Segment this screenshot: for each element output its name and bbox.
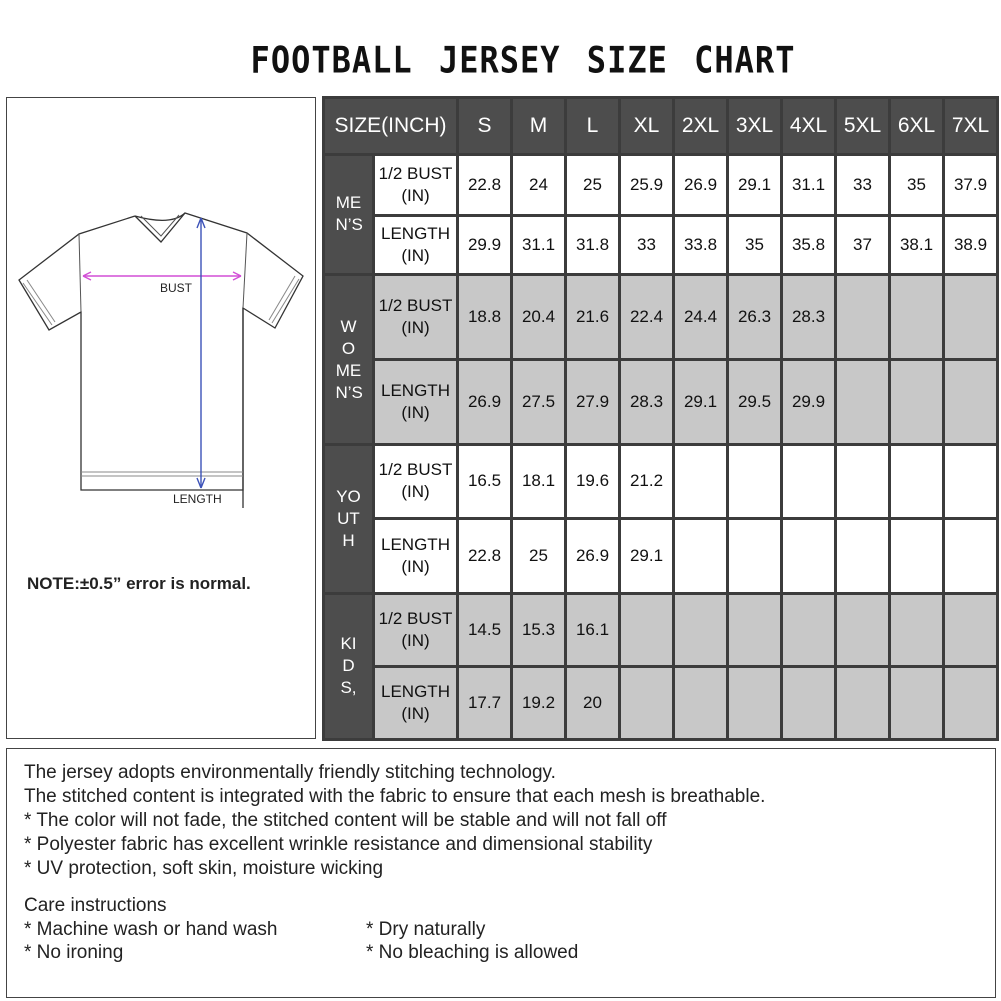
size-value-cell (782, 518, 836, 593)
size-value-cell: 31.1 (512, 215, 566, 274)
table-row (324, 274, 998, 359)
size-value-cell: 28.3 (620, 360, 674, 445)
size-value-cell: 21.2 (620, 445, 674, 518)
size-value-cell: 22.4 (620, 274, 674, 359)
length-label: LENGTH (173, 492, 222, 506)
size-value-cell: 37 (836, 215, 890, 274)
description-line: The jersey adopts environmentally friendly stitching technology. (24, 762, 556, 783)
size-group-label (324, 274, 374, 445)
measurement-label: LENGTH (IN) (374, 666, 458, 739)
size-value-cell (620, 593, 674, 666)
size-value-cell: 35 (728, 215, 782, 274)
size-value-cell (674, 445, 728, 518)
length-arrow (197, 218, 205, 488)
size-value-cell: 20 (566, 666, 620, 739)
size-value-cell: 14.5 (458, 593, 512, 666)
size-value-cell: 19.6 (566, 445, 620, 518)
measurement-note: NOTE:±0.5” error is normal. (27, 574, 251, 593)
size-value-cell: 26.9 (458, 360, 512, 445)
size-value-cell (836, 360, 890, 445)
size-value-cell: 33.8 (674, 215, 728, 274)
size-value-cell (782, 666, 836, 739)
size-value-cell: 27.9 (566, 360, 620, 445)
size-value-cell: 26.9 (566, 518, 620, 593)
size-value-cell: 15.3 (512, 593, 566, 666)
size-value-cell (728, 666, 782, 739)
size-column-header: XL (620, 98, 674, 155)
size-value-cell (944, 593, 998, 666)
table-row (324, 518, 998, 593)
size-value-cell: 29.9 (458, 215, 512, 274)
size-column-header: 4XL (782, 98, 836, 155)
table-row (324, 215, 998, 274)
size-value-cell: 22.8 (458, 154, 512, 215)
size-column-header: 7XL (944, 98, 998, 155)
size-value-cell (836, 593, 890, 666)
measurement-label: LENGTH (IN) (374, 215, 458, 274)
size-value-cell (782, 593, 836, 666)
size-value-cell: 16.5 (458, 445, 512, 518)
size-column-header: 2XL (674, 98, 728, 155)
care-item: * No ironing (24, 942, 124, 963)
size-value-cell: 38.9 (944, 215, 998, 274)
size-value-cell (674, 666, 728, 739)
measurement-label: 1/2 BUST (IN) (374, 593, 458, 666)
measurement-diagram-panel (6, 97, 316, 739)
size-value-cell (674, 593, 728, 666)
size-value-cell (944, 518, 998, 593)
size-value-cell (728, 445, 782, 518)
size-column-header: S (458, 98, 512, 155)
size-value-cell (890, 518, 944, 593)
size-value-cell: 28.3 (782, 274, 836, 359)
size-value-cell: 16.1 (566, 593, 620, 666)
size-value-cell: 19.2 (512, 666, 566, 739)
size-group-name: YOUTH (336, 487, 361, 551)
size-header-cell: SIZE(INCH) (324, 98, 458, 155)
size-column-header: 6XL (890, 98, 944, 155)
size-value-cell: 31.8 (566, 215, 620, 274)
description-line: * Polyester fabric has excellent wrinkle resistance and dimensional stability (24, 834, 653, 855)
size-value-cell (890, 666, 944, 739)
table-row (324, 445, 998, 518)
bust-arrow (83, 272, 241, 280)
bust-label: BUST (160, 281, 193, 295)
care-instructions-title: Care instructions (24, 895, 167, 916)
size-value-cell: 25 (512, 518, 566, 593)
size-value-cell: 29.1 (728, 154, 782, 215)
table-row (324, 666, 998, 739)
size-value-cell (944, 360, 998, 445)
size-value-cell: 22.8 (458, 518, 512, 593)
size-value-cell (890, 360, 944, 445)
size-value-cell (890, 445, 944, 518)
jersey-outline-illustration (7, 198, 317, 508)
size-value-cell: 35.8 (782, 215, 836, 274)
size-value-cell (674, 518, 728, 593)
size-value-cell (728, 593, 782, 666)
measurement-label: LENGTH (IN) (374, 360, 458, 445)
size-value-cell: 20.4 (512, 274, 566, 359)
size-column-header: M (512, 98, 566, 155)
size-group-label (324, 445, 374, 593)
size-value-cell: 38.1 (890, 215, 944, 274)
table-row (324, 593, 998, 666)
size-value-cell: 24.4 (674, 274, 728, 359)
size-column-header: L (566, 98, 620, 155)
size-value-cell (728, 518, 782, 593)
size-value-cell: 25.9 (620, 154, 674, 215)
size-group-name: MEN’S (335, 193, 363, 235)
size-column-header: 3XL (728, 98, 782, 155)
measurement-label: 1/2 BUST (IN) (374, 445, 458, 518)
size-value-cell (782, 445, 836, 518)
size-value-cell (944, 445, 998, 518)
size-group-name: KIDS, (340, 634, 357, 698)
size-value-cell: 17.7 (458, 666, 512, 739)
size-value-cell: 29.9 (782, 360, 836, 445)
measurement-label: LENGTH (IN) (374, 518, 458, 593)
size-group-label (324, 593, 374, 739)
size-value-cell (944, 274, 998, 359)
product-description-panel (6, 748, 996, 998)
page-title: FOOTBALL JERSEY SIZE CHART (250, 38, 796, 82)
size-value-cell (890, 274, 944, 359)
size-table (322, 96, 999, 741)
description-line: * UV protection, soft skin, moisture wicking (24, 858, 384, 879)
size-value-cell: 31.1 (782, 154, 836, 215)
size-value-cell: 33 (620, 215, 674, 274)
size-value-cell (836, 518, 890, 593)
table-row (324, 154, 998, 215)
size-value-cell: 37.9 (944, 154, 998, 215)
size-value-cell (890, 593, 944, 666)
size-value-cell: 18.8 (458, 274, 512, 359)
size-value-cell (836, 666, 890, 739)
measurement-label: 1/2 BUST (IN) (374, 154, 458, 215)
size-value-cell: 35 (890, 154, 944, 215)
measurement-label: 1/2 BUST (IN) (374, 274, 458, 359)
size-value-cell: 29.1 (674, 360, 728, 445)
size-value-cell: 25 (566, 154, 620, 215)
size-group-name: WOMEN’S (335, 316, 363, 402)
size-value-cell: 29.5 (728, 360, 782, 445)
description-lines (24, 761, 765, 881)
size-value-cell: 21.6 (566, 274, 620, 359)
care-item: * Dry naturally (366, 919, 486, 940)
care-item: * No bleaching is allowed (366, 942, 579, 963)
size-column-header: 5XL (836, 98, 890, 155)
description-line: The stitched content is integrated with the fabric to ensure that each mesh is breathable. (24, 786, 766, 807)
size-value-cell: 18.1 (512, 445, 566, 518)
size-value-cell: 26.3 (728, 274, 782, 359)
size-value-cell: 33 (836, 154, 890, 215)
size-value-cell (836, 274, 890, 359)
size-value-cell: 29.1 (620, 518, 674, 593)
size-group-label (324, 154, 374, 274)
size-value-cell (836, 445, 890, 518)
size-value-cell: 26.9 (674, 154, 728, 215)
size-value-cell (944, 666, 998, 739)
size-value-cell: 27.5 (512, 360, 566, 445)
table-row (324, 360, 998, 445)
size-value-cell: 24 (512, 154, 566, 215)
size-value-cell (620, 666, 674, 739)
care-item: * Machine wash or hand wash (24, 919, 278, 940)
description-line: * The color will not fade, the stitched content will be stable and will not fall off (24, 810, 667, 831)
